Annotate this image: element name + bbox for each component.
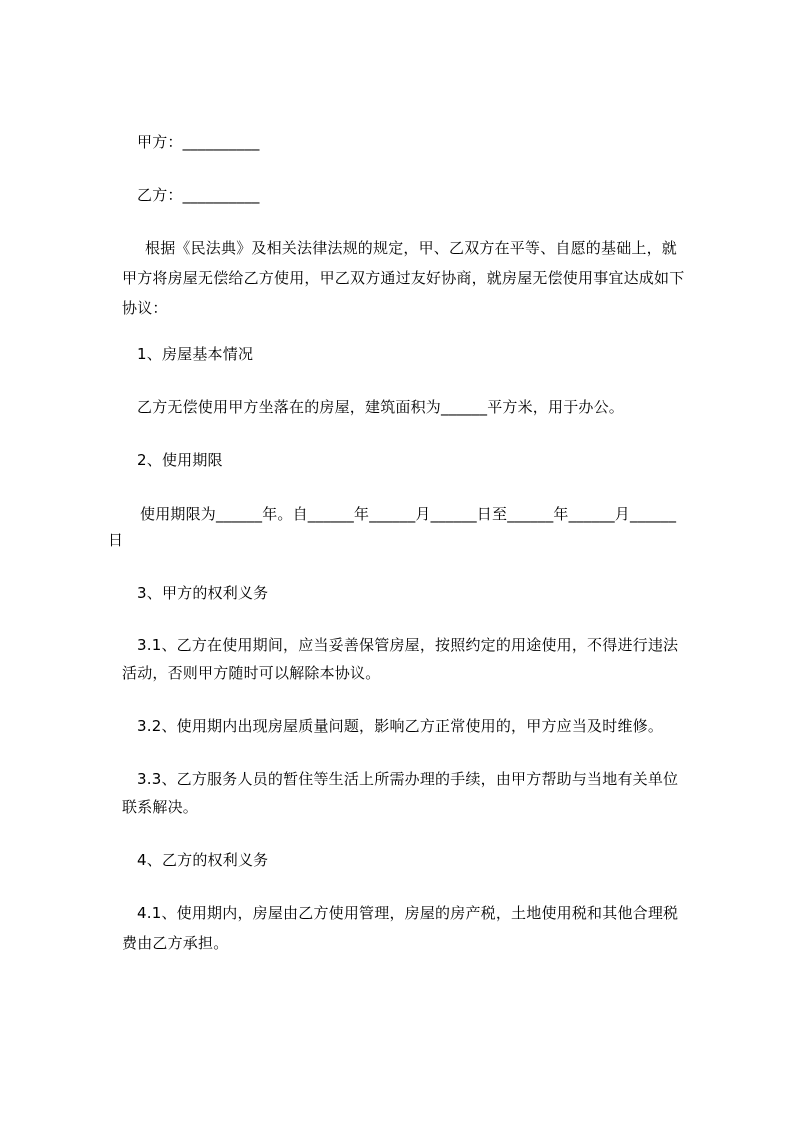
section-4-heading: 4、乙方的权利义务 xyxy=(137,851,269,869)
intro-line-1: 根据《民法典》及相关法律法规的规定，甲、乙双方在平等、自愿的基础上，就 xyxy=(145,239,678,257)
section-3-1-line-1: 3.1、乙方在使用期间，应当妥善保管房屋，按照约定的用途使用，不得进行违法 xyxy=(137,636,679,654)
section-3-1-line-2: 活动，否则甲方随时可以解除本协议。 xyxy=(122,664,381,682)
party-b-line: 乙方：__________ xyxy=(137,186,260,204)
section-4-1-line-2: 费由乙方承担。 xyxy=(122,934,229,952)
section-3-heading: 3、甲方的权利义务 xyxy=(137,584,269,602)
section-1-heading: 1、房屋基本情况 xyxy=(137,345,254,363)
intro-line-2: 甲方将房屋无偿给乙方使用，甲乙双方通过友好协商，就房屋无偿使用事宜达成如下 xyxy=(122,269,685,287)
intro-line-3: 协议： xyxy=(122,299,168,317)
party-a-line: 甲方：__________ xyxy=(137,133,260,151)
section-4-1-line-1: 4.1、使用期内，房屋由乙方使用管理，房屋的房产税，土地使用税和其他合理税 xyxy=(137,904,679,922)
section-2-heading: 2、使用期限 xyxy=(137,451,223,469)
section-1-body: 乙方无偿使用甲方坐落在的房屋，建筑面积为______平方米，用于办公。 xyxy=(137,398,625,416)
section-3-2-line-1: 3.2、使用期内出现房屋质量问题，影响乙方正常使用的，甲方应当及时维修。 xyxy=(137,717,664,735)
section-2-body-line-2: 日 xyxy=(108,531,124,549)
section-3-3-line-1: 3.3、乙方服务人员的暂住等生活上所需办理的手续，由甲方帮助与当地有关单位 xyxy=(137,770,679,788)
section-2-body-line-1: 使用期限为______年。自______年______月______日至______年______月______ xyxy=(140,505,677,523)
section-3-3-line-2: 联系解决。 xyxy=(122,798,199,816)
